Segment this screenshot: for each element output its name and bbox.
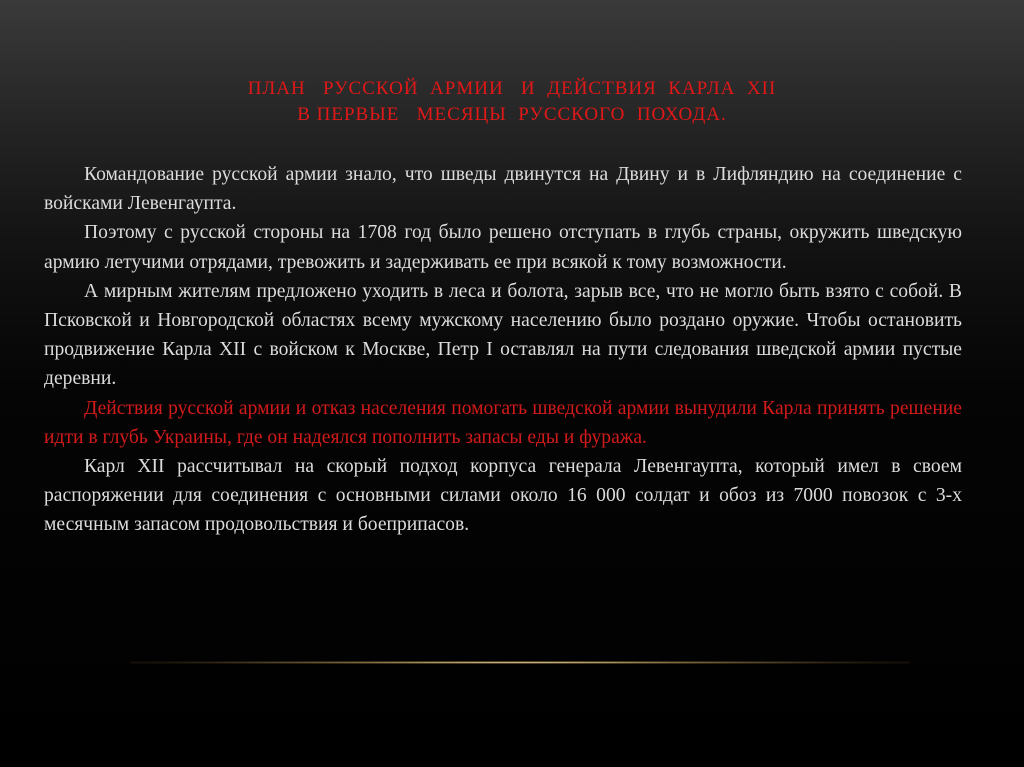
paragraph-command-knew: Командование русской армии знало, что шведы двинутся на Двину и в Лифляндию на соединение с войсками Левенгаупта.	[44, 164, 962, 215]
paragraph-highlight-ukraine: Действия русской армии и отказ населения помогать шведской армии вынудили Карла принять решение идти в глубь Украины, где он надеялся пополнить запасы еды и фуража.	[44, 397, 962, 448]
paragraph-levenhaupt-corps: Карл XII рассчитывал на скорый подход корпуса генерала Левенгаупта, который имел в своем распоряжении для соединения с основными силами около 16 000 солдат и обоз из 7000 повозок с 3-х месячным запасом продовольствия и боеприпасов.	[44, 456, 962, 536]
slide-title-line-1: ПЛАН РУССКОЙ АРМИИ И ДЕЙСТВИЯ КАРЛА XII	[247, 78, 777, 99]
paragraph-retreat-plan: Поэтому с русской стороны на 1708 год было решено отступать в глубь страны, окружить шведскую армию летучими отрядами, тревожить и задерживать ее при всякой к тому возможности.	[44, 222, 962, 273]
slide-title	[110, 76, 914, 128]
decorative-glow-divider	[130, 661, 910, 664]
paragraph-civilians: А мирным жителям предложено уходить в леса и болота, зарыв все, что не могло быть взято с собой. В Псковской и Новгородской областях всему мужскому населению было роздано оружие. Чтобы остановить продвижение Карла XII с войском к Москве, Петр I оставлял на пути следования шведской армии пустые деревни.	[44, 280, 962, 390]
slide-title-line-2: В ПЕРВЫЕ МЕСЯЦЫ РУССКОГО ПОХОДА.	[297, 104, 727, 125]
slide-body	[44, 160, 962, 540]
